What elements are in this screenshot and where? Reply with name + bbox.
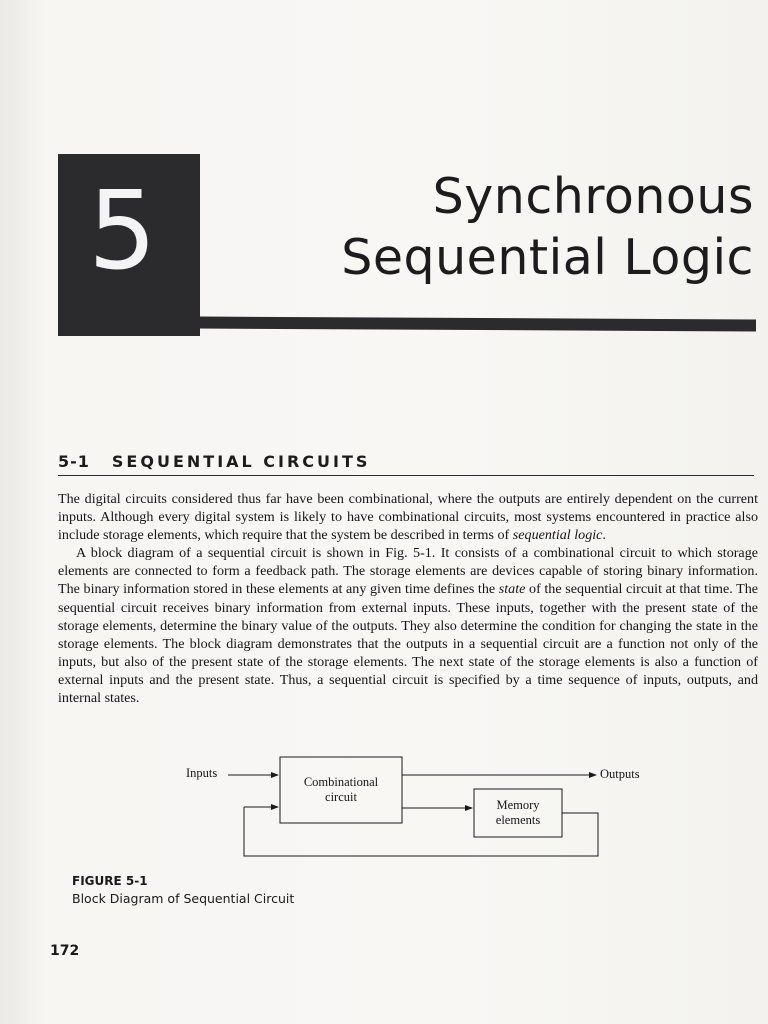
paragraph-2-emphasis: state xyxy=(498,581,526,598)
page-number: 172 xyxy=(50,943,80,959)
inputs-label: Inputs xyxy=(186,766,218,780)
chapter-title xyxy=(341,166,754,288)
figure-caption: Block Diagram of Sequential Circuit xyxy=(72,891,295,906)
combinational-label-line2: circuit xyxy=(325,790,357,804)
block-diagram-lines xyxy=(180,752,660,864)
chapter-title-line2: Sequential Logic xyxy=(341,229,754,286)
combinational-circuit-label xyxy=(280,775,402,805)
chapter-rule xyxy=(196,317,756,332)
section-heading xyxy=(58,452,754,476)
paragraph-1 xyxy=(58,490,758,544)
paragraph-1-end: . xyxy=(602,527,606,544)
outputs-label: Outputs xyxy=(600,767,640,781)
chapter-number: 5 xyxy=(88,169,157,294)
section-number: 5-1 xyxy=(58,452,90,471)
section-title: SEQUENTIAL CIRCUITS xyxy=(111,452,371,471)
memory-label-line2: elements xyxy=(495,813,541,827)
chapter-title-line1: Synchronous xyxy=(432,168,754,225)
paragraph-1-emphasis: sequential logic xyxy=(512,527,603,544)
combinational-label-line1: Combinational xyxy=(303,775,379,789)
figure-label: FIGURE 5-1 xyxy=(72,874,148,888)
paragraph-2 xyxy=(58,544,758,707)
memory-label-line1: Memory xyxy=(496,798,540,812)
paragraph-2-rest: of the sequential circuit at that time. The sequential circuit receives binary information from external inputs. These inputs, together with the present state of the storage elements, determine the binary value of the outputs. They also determine the condition for changing the state in the storage elements. The block diagram demonstrates that the outputs in a sequential circuit are a function not only of the inputs, but also of the present state of the storage elements. The next state of the storage elements is also a function of external inputs and the present state. Thus, a sequential circuit is specified by a time sequence of inputs, outputs, and internal states. xyxy=(58,581,758,707)
block-diagram xyxy=(180,752,660,864)
paragraph-1-text: The digital circuits considered thus far have been combinational, where the outputs are entirely dependent on the current inputs. Although every digital system is likely to have combinational circuits, most systems encountered in practice also include storage elements, which require that the system be described in terms of xyxy=(58,491,758,544)
body-text xyxy=(58,490,758,707)
paragraph-2-text: A block diagram of a sequential circuit is shown in Fig. 5-1. It consists of a combinational circuit to which storage elements are connected to form a feedback path. The storage elements are devices capable of storing binary information. The binary information stored in these elements at any given time defines the xyxy=(58,545,758,598)
memory-elements-label xyxy=(474,798,562,828)
